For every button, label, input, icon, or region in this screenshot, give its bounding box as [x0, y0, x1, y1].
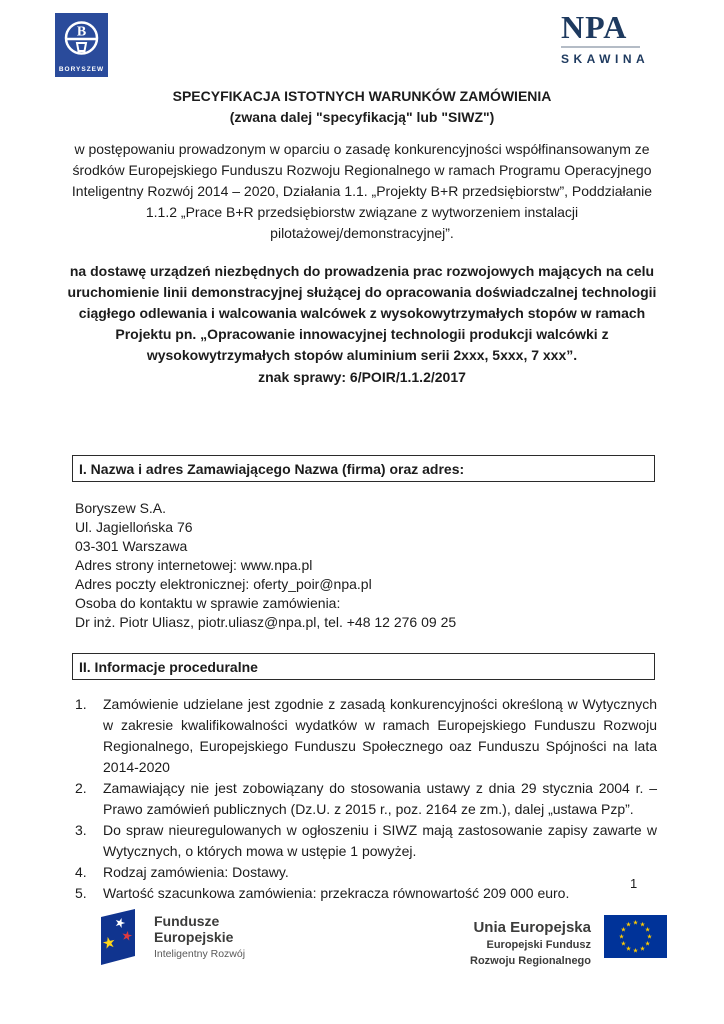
list-item-number: 2. — [75, 780, 87, 796]
npa-logo-divider — [561, 46, 640, 48]
procedural-info-list — [75, 694, 657, 904]
document-title — [62, 86, 662, 128]
list-item-text: Rodzaj zamówienia: Dostawy. — [103, 864, 289, 880]
list-item-number: 5. — [75, 885, 87, 901]
eu-flag-icon — [604, 915, 667, 958]
eu-title: Unia Europejska — [473, 919, 591, 936]
unia-europejska-label — [470, 915, 591, 968]
npa-logo-title: NPA — [561, 9, 628, 45]
contracting-authority-address — [75, 499, 635, 632]
list-item-number: 4. — [75, 864, 87, 880]
fundusze-europejskie-label — [154, 908, 245, 960]
intro-paragraph: w postępowaniu prowadzonym w oparciu o zasadę konkurencyjności współfinansowanym ze środków Europejskiego Funduszu Rozwoju Regionalnego w ramach Programu Operacyjnego Inteligentny Rozwój 2014 – 2020, Działania 1.1. „Projekty B+R przedsiębiorstw”, Poddziałanie 1.1.2 „Prace B+R przedsiębiorstw związane z wytworzeniem instalacji pilotażowej/demonstracyjnej”. — [71, 141, 653, 241]
address-line-city: 03-301 Warszawa — [75, 538, 188, 554]
address-line-company: Boryszew S.A. — [75, 500, 167, 516]
document-title-line2: (zwana dalej "specyfikacją" lub "SIWZ") — [229, 109, 495, 125]
case-number: znak sprawy: 6/POIR/1.1.2/2017 — [258, 369, 466, 385]
list-item-text: Wartość szacunkowa zamówienia: przekracza równowartość 209 000 euro. — [103, 885, 570, 901]
section-1-heading: I. Nazwa i adres Zamawiającego Nazwa (firma) oraz adres: — [72, 455, 655, 482]
svg-text:B: B — [76, 24, 87, 40]
fe-subtitle: Inteligentny Rozwój — [154, 948, 246, 960]
fe-title-line1: Fundusze — [154, 913, 220, 929]
list-item-text: Zamówienie udzielane jest zgodnie z zasadą konkurencyjności określoną w Wytycznych w zakresie kwalifikowalności wydatków w ramach Europejskiego Funduszu Rozwoju Regionalnego, Europejskiego Funduszu Społecznego oaz Funduszu Spójności na lata 2014-2020 — [103, 696, 657, 775]
list-item-text: Do spraw nieuregulowanych w ogłoszeniu i SIWZ mają zastosowanie zapisy zawarte w Wytycznych, o których mowa w ustępie 1 powyżej. — [103, 822, 657, 859]
list-item — [75, 883, 657, 904]
list-item — [75, 862, 657, 883]
list-item-number: 1. — [75, 696, 87, 712]
list-item — [75, 820, 657, 862]
npa-logo-subtitle: SKAWINA — [561, 52, 650, 66]
list-item — [75, 694, 657, 778]
address-line-street: Ul. Jagiellońska 76 — [75, 519, 193, 535]
subject-paragraph: na dostawę urządzeń niezbędnych do prowadzenia prac rozwojowych mających na celu uruchomienie linii demonstracyjnej służącej do opracowania doświadczalnej technologii ciągłego odlewania i walcowania walcówek z wysokowytrzymałych stopów w ramach Projektu pn. „Opracowanie innowacyjnej technologii produkcji walcówki z wysokowytrzymałych stopów aluminium serii 2xxx, 5xxx, 7 xxx”. — [67, 263, 657, 363]
list-item — [75, 778, 657, 820]
fundusze-europejskie-flag-icon — [95, 908, 141, 968]
eu-funds-logo — [95, 908, 245, 968]
section-2-heading: II. Informacje proceduralne — [72, 653, 655, 680]
eu-subtitle-line2: Rozwoju Regionalnego — [470, 955, 591, 967]
page-number: 1 — [630, 876, 638, 891]
eu-subtitle-line1: Europejski Fundusz — [486, 939, 591, 951]
list-item-text: Zamawiający nie jest zobowiązany do stosowania ustawy z dnia 29 stycznia 2004 r. – Prawo zamówień publicznych (Dz.U. z 2015 r., poz. 2164 ze zm.), dalej „ustawa Pzp”. — [103, 780, 657, 817]
address-line-email: Adres poczty elektronicznej: oferty_poir@npa.pl — [75, 576, 372, 592]
svg-text:BORYSZEW: BORYSZEW — [58, 66, 105, 73]
document-title-line1: SPECYFIKACJA ISTOTNYCH WARUNKÓW ZAMÓWIENIA — [172, 88, 552, 104]
boryszew-logo — [55, 13, 108, 82]
npa-skawina-logo — [561, 9, 650, 66]
boryszew-logo-icon — [55, 13, 108, 77]
eu-flag-logo — [470, 915, 667, 968]
list-item-number: 3. — [75, 822, 87, 838]
address-line-contact-person: Dr inż. Piotr Uliasz, piotr.uliasz@npa.pl, tel. +48 12 276 09 25 — [75, 614, 457, 630]
address-line-website: Adres strony internetowej: www.npa.pl — [75, 557, 313, 573]
fe-title-line2: Europejskie — [154, 929, 234, 945]
address-line-contact-label: Osoba do kontaktu w sprawie zamówienia: — [75, 595, 341, 611]
